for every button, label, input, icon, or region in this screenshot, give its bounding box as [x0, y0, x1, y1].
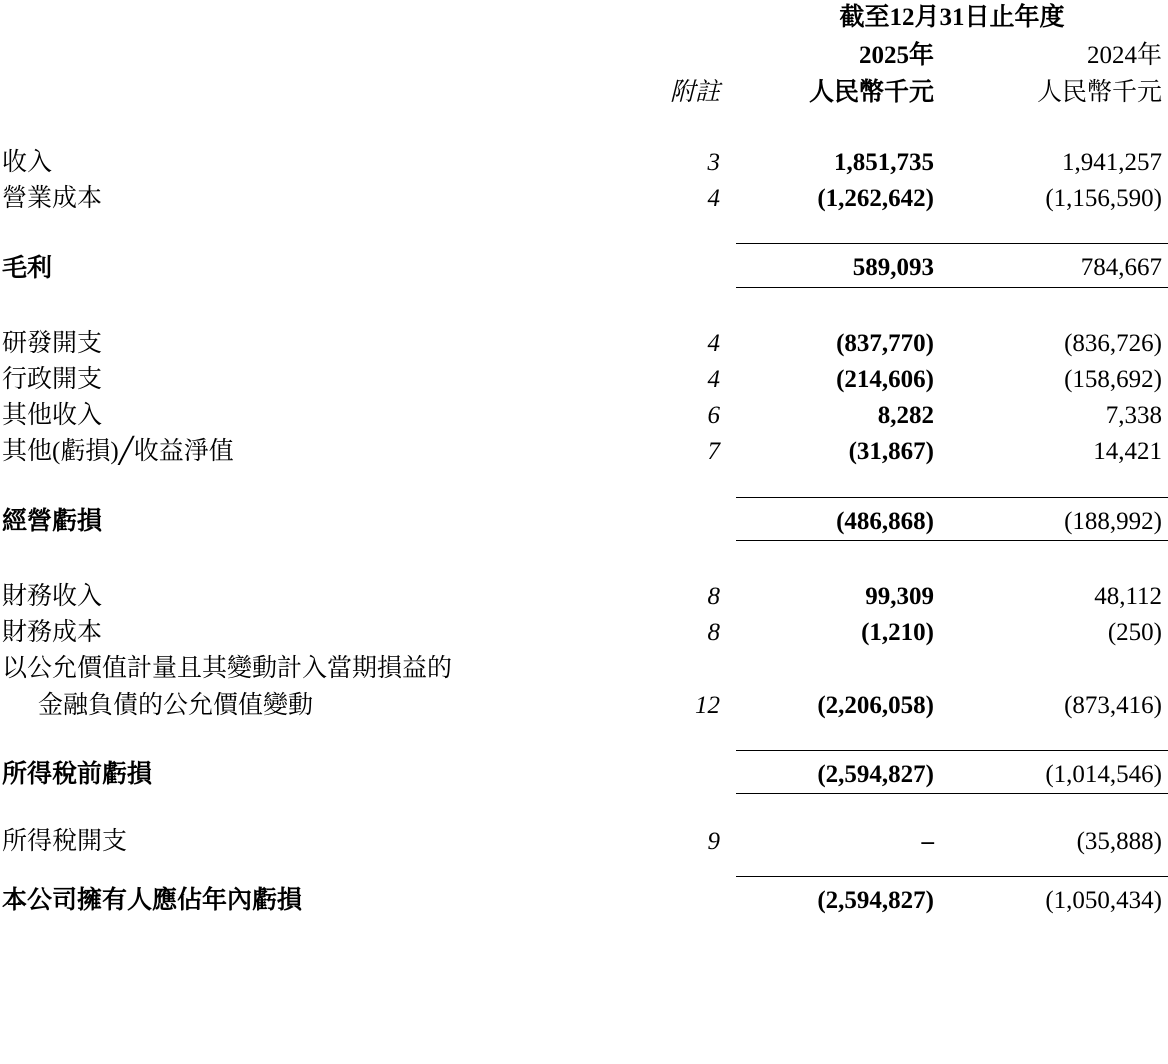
- header-blank-note: [636, 0, 736, 38]
- row-value-previous: 1,941,257: [1062, 148, 1163, 176]
- row-value-previous: (250): [1107, 619, 1163, 646]
- spacer-cell: [0, 860, 1168, 877]
- row-value-current: (837,770): [836, 329, 934, 357]
- row-value-previous: (873,416): [1064, 691, 1163, 719]
- spacer-after-header: [0, 111, 1168, 145]
- row-value-current: 8,282: [877, 402, 934, 429]
- row-label: 金融負債的公允價值變動: [38, 691, 314, 719]
- row-note: 6: [707, 402, 720, 429]
- row-label: 營業成本: [2, 185, 103, 212]
- spacer-cell: [0, 545, 1168, 579]
- row-value-current: (214,606): [836, 365, 934, 393]
- row-label: 收入: [2, 148, 53, 176]
- row-note: 4: [707, 185, 720, 212]
- spacer-cell: [0, 724, 1168, 751]
- row-value-previous: (158,692): [1064, 365, 1163, 393]
- table-row-subtotal: [0, 750, 1168, 793]
- row-value-previous: [952, 651, 1168, 687]
- header-year-row: [0, 38, 1168, 74]
- period-title: 截至12月31日止年度: [839, 4, 1065, 31]
- row-value-previous: (35,888): [1076, 828, 1163, 855]
- row-value-current: 589,093: [736, 244, 952, 287]
- row-value-current: (2,206,058): [817, 691, 934, 719]
- table-row: [0, 824, 1168, 860]
- spacer-cell: [0, 471, 1168, 498]
- spacer-row: [0, 471, 1168, 498]
- header-unit-current: 人民幣千元: [808, 78, 934, 106]
- row-note: 7: [707, 438, 720, 466]
- header-year-previous: 2024年: [1087, 42, 1163, 70]
- row-value-previous: 48,112: [1094, 582, 1163, 610]
- table-row: [0, 579, 1168, 615]
- table-row: [0, 362, 1168, 398]
- row-note: 12: [695, 691, 720, 719]
- row-label: 本公司擁有人應佔年內虧損: [2, 887, 303, 915]
- row-value-current: [736, 651, 952, 687]
- spacer-row: [0, 292, 1168, 326]
- spacer-row: [0, 798, 1168, 824]
- row-value-current: 1,851,735: [834, 148, 934, 176]
- header-unit-row: [0, 75, 1168, 111]
- header-blank-note-2: [636, 38, 736, 74]
- table-row-subtotal: [0, 244, 1168, 287]
- row-note: 4: [707, 329, 720, 357]
- row-value-previous: 784,667: [952, 244, 1168, 287]
- row-value-current: (1,210): [861, 619, 934, 646]
- table-row: [0, 145, 1168, 181]
- row-label: 經營虧損: [2, 508, 103, 535]
- row-label: 財務收入: [2, 582, 103, 610]
- row-value-current: 99,309: [865, 582, 934, 610]
- row-value-previous: (836,726): [1064, 329, 1163, 357]
- table-row: [0, 398, 1168, 434]
- row-label: 所得稅開支: [2, 828, 128, 855]
- row-value-current: –: [921, 828, 934, 855]
- spacer-cell: [0, 798, 1168, 824]
- table-row: [0, 688, 1168, 724]
- header-blank-label-3: [0, 75, 636, 111]
- table-row-total: [0, 877, 1168, 920]
- header-blank-label-2: [0, 38, 636, 74]
- header-year-current: 2025年: [858, 42, 934, 70]
- table-row: [0, 181, 1168, 217]
- row-note: 8: [707, 582, 720, 610]
- row-value-current: (2,594,827): [736, 750, 952, 793]
- row-label: 行政開支: [2, 365, 103, 393]
- spacer-cell: [0, 292, 1168, 326]
- row-value-current: (31,867): [848, 438, 934, 466]
- row-value-previous: (1,014,546): [952, 750, 1168, 793]
- header-period-row: [0, 0, 1168, 38]
- row-value-current: (1,262,642): [817, 185, 934, 212]
- row-note: 8: [707, 619, 720, 646]
- row-value-current: (2,594,827): [736, 877, 952, 920]
- row-value-previous: (1,156,590): [1045, 185, 1163, 212]
- spacer-row: [0, 724, 1168, 751]
- row-note: 4: [707, 365, 720, 393]
- table-row-subtotal: [0, 497, 1168, 540]
- header-unit-previous: 人民幣千元: [1037, 78, 1163, 106]
- row-note: [636, 244, 736, 287]
- header-blank-label: [0, 0, 636, 38]
- row-label: 研發開支: [2, 329, 103, 357]
- row-note: 3: [707, 148, 720, 176]
- row-note: [636, 877, 736, 920]
- row-label: 以公允價值計量且其變動計入當期損益的: [2, 655, 453, 683]
- spacer-row: [0, 217, 1168, 244]
- table-row: [0, 326, 1168, 362]
- row-label: 其他收入: [2, 402, 103, 429]
- row-note: [636, 750, 736, 793]
- spacer-row: [0, 545, 1168, 579]
- row-note: [636, 497, 736, 540]
- row-label: 所得稅前虧損: [2, 761, 153, 789]
- row-label: 其他(虧損)╱收益淨值: [2, 438, 234, 466]
- table-row: [0, 651, 1168, 687]
- header-note-label: 附註: [669, 78, 720, 106]
- spacer-cell: [0, 111, 1168, 145]
- row-value-previous: 7,338: [1105, 402, 1163, 429]
- row-label: 毛利: [2, 254, 53, 282]
- spacer-row: [0, 860, 1168, 877]
- spacer-cell: [0, 217, 1168, 244]
- table-row: [0, 434, 1168, 470]
- row-note: 9: [707, 828, 720, 855]
- row-value-current: (486,868): [736, 497, 952, 540]
- row-label: 財務成本: [2, 619, 103, 646]
- row-value-previous: (188,992): [952, 497, 1168, 540]
- table-row: [0, 615, 1168, 651]
- row-note: [636, 651, 736, 687]
- row-value-previous: 14,421: [1093, 438, 1163, 466]
- row-value-previous: (1,050,434): [952, 877, 1168, 920]
